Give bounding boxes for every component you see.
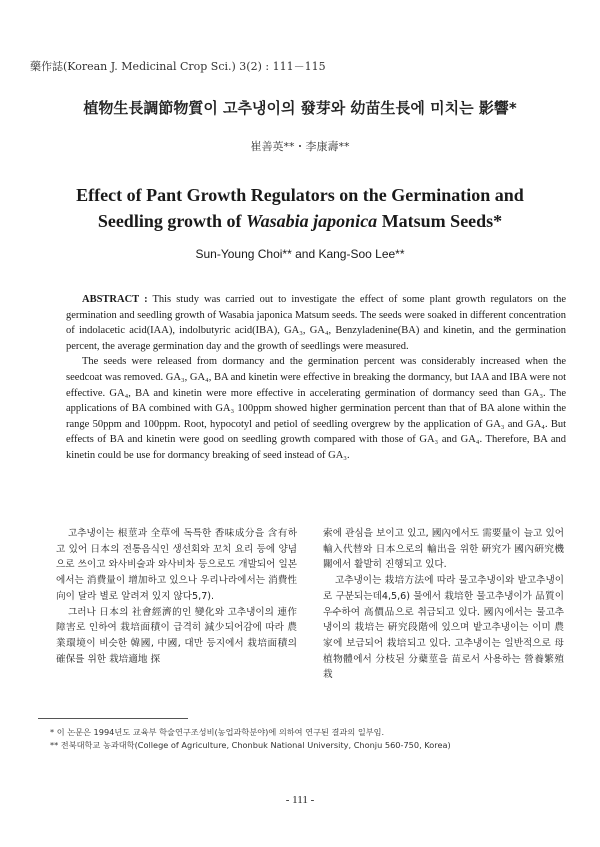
abstract-heading: ABSTRACT : <box>82 294 148 305</box>
title-english-line1: Effect of Pant Growth Regulators on the Germination and <box>76 185 524 205</box>
footnotes <box>50 726 570 752</box>
abstract-paragraph-1 <box>66 292 566 354</box>
footnote-divider <box>38 718 188 719</box>
title-english-line2 <box>40 208 560 234</box>
title-line2-pre: Seedling growth of <box>97 211 246 231</box>
authors-korean: 崔善英**・李康壽** <box>250 140 350 153</box>
title-korean: 植物生長調節物質이 고추냉이의 發芽와 幼苗生長에 미치는 影響* <box>83 99 517 117</box>
body-paragraph: 고추냉이는 根莖과 全草에 독특한 香味成分을 含有하고 있어 日本의 전통음식인 생선회와 꼬치 요리 등에 양념으로 쓰이고 와사비술과 와사비차 등으로도 개발되어 일본에서는 消費量이 增加하고 있으나 우리나라에서는 消費性向이 달라 별로 알려져 있지 않다5,7). <box>56 528 297 602</box>
body-paragraph: 고추냉이는 栽培方法에 따라 물고추냉이와 밭고추냉이로 구분되는데4,5,6) 물에서 栽培한 물고추냉이가 品質이 우수하여 高價品으로 취급되고 있다. 國內에서는 물고추냉이의 栽培는 硏究段階에 있으며 밭고추냉이는 이미 農家에 보급되어 栽培되고 있다. 고추냉이는 일반적으로 母植物體에서 分枝된 分蘗莖을 苗로서 사용하는 營養繁殖栽 <box>323 575 564 681</box>
footnote-2: ** 전북대학교 농과대학(College of Agriculture, Chonbuk National University, Chonju 560-750, Korea) <box>50 740 451 750</box>
body-paragraph: 그러나 日本의 社會經濟的인 變化와 고추냉이의 連作障害로 인하여 栽培面積이 급격히 減少되어감에 따라 農業環境이 비슷한 韓國, 中國, 대만 등지에서 栽培面積의 確保를 위한 栽培適地 探 <box>56 606 297 665</box>
page-number: - 111 - <box>285 794 315 806</box>
abstract <box>66 292 566 464</box>
journal-citation: 藥作誌(Korean J. Medicinal Crop Sci.) 3(2) : 111－115 <box>30 60 326 73</box>
authors-english: Sun-Young Choi** and Kang-Soo Lee** <box>195 247 405 261</box>
body-left-column <box>56 526 297 706</box>
abstract-text-1: This study was carried out to investigate the effect of some plant growth regulators on the germination and seedling growth of Wasabia japonica Matsum seeds. The seeds were soaked in different concentration of indolacetic acid(IAA), indolbutyric acid(IBA), GA₃, GA₄, Benzyladenine(BA) and kinetin, and the germination percent, the average germination day and the growth of seedlings were measured. <box>66 294 566 352</box>
title-english <box>40 182 560 234</box>
body-columns <box>56 526 564 706</box>
species-name: Wasabia japonica <box>246 211 378 231</box>
body-paragraph: 索에 관심을 보이고 있고, 國內에서도 需要量이 늘고 있어 輸入代替와 日本으로의 輸出을 위한 硏究가 國內硏究機關에서 활발히 진행되고 있다. <box>323 528 564 571</box>
body-right-column <box>323 526 564 706</box>
footnote-1: * 이 논문은 1994년도 교육부 학술연구조성비(농업과학분야)에 의하여 연구된 결과의 일부임. <box>50 727 385 737</box>
abstract-paragraph-2: The seeds were released from dormancy and the germination percent was considerably increased when the seedcoat was removed. GA₃, GA₄, BA and kinetin were effective in breaking the dormancy, but IAA and IBA were not effective. GA₄, BA and kinetin were more effective in accelerating germination of dormancy seed than GA₃. The applications of BA combined with GA₃ 100ppm showed higher germination percent than that of BA alone within the range 50ppm and 100ppm. Root, hypocotyl and petiol of seedling overgrew by the application of GA₃ and GA₄. But effects of BA and kinetin were good on seedling growth compared with those of GA₃ and GA₄. Therefore, BA and kinetin could be use for dormancy breaking of seed instead of GA₃. <box>66 356 566 461</box>
title-line2-post: Matsum Seeds* <box>377 211 503 231</box>
